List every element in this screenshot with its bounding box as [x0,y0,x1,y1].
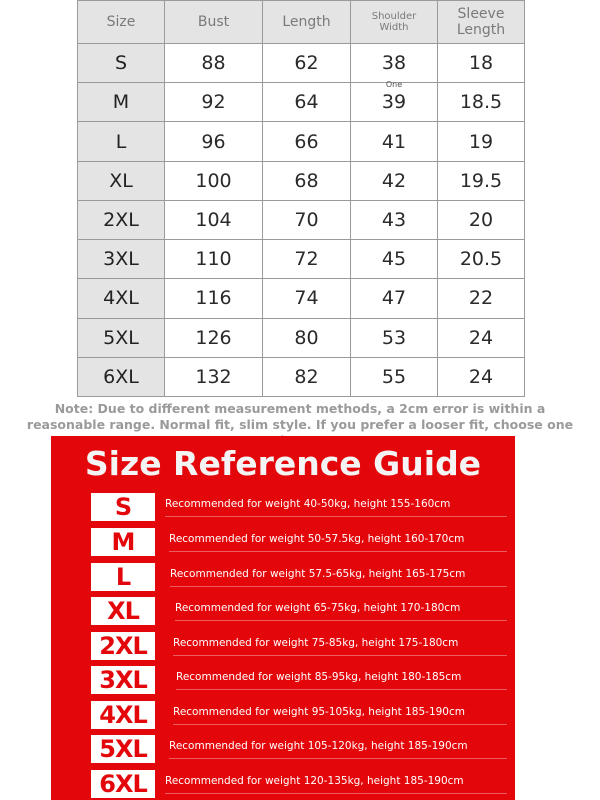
sleeve-cell [438,200,525,239]
bust-cell-value: 92 [201,91,226,114]
length-cell [263,200,351,239]
guide-row [91,528,515,558]
header-shoulder-width [351,1,438,44]
table-row [78,318,525,357]
guide-title: Size Reference Guide [84,444,482,483]
shoulder-cell [351,240,438,279]
size-cell [78,357,165,396]
sleeve-cell-value: 24 [468,365,494,388]
sleeve-cell [438,357,525,396]
table-row [78,240,525,279]
guide-size-label: XL [91,597,155,625]
guide-recommendation-text: Recommended for weight 50-57.5kg, height 160-170cm [169,533,465,545]
table-row [78,279,525,318]
bust-cell [165,44,263,83]
size-cell-value: XL [109,169,133,192]
guide-row-divider [165,516,507,517]
shoulder-cell [351,80,438,122]
guide-size-label: 6XL [91,770,155,798]
table-row [78,44,525,83]
guide-row [91,735,515,765]
guide-size-label: 4XL [91,701,155,729]
length-cell-value: 82 [294,365,319,388]
guide-recommendation-text: Recommended for weight 65-75kg, height 170-180cm [175,602,461,614]
shoulder-cell [351,44,438,83]
guide-size-label: M [91,528,155,556]
size-cell [78,161,165,200]
table-row [78,161,525,200]
header-shoulder-width-label: Shoulder Width [371,11,417,33]
sleeve-cell-value: 22 [468,287,494,310]
shoulder-cell [351,122,438,161]
guide-row-divider [165,793,507,794]
size-cell-value: 6XL [103,365,139,388]
shoulder-cell-value: 45 [381,248,407,271]
bust-cell-value: 110 [195,248,232,271]
length-cell-value: 66 [294,130,319,153]
guide-size-label: 5XL [91,735,155,763]
guide-row-divider [175,620,507,621]
guide-row [91,597,515,627]
sleeve-cell-value: 18.5 [459,91,503,114]
sleeve-cell [438,161,525,200]
bust-cell [165,240,263,279]
guide-size-label: S [91,493,155,521]
size-cell [78,122,165,161]
size-cell [78,200,165,239]
sleeve-cell-value: 20.5 [459,248,503,271]
length-cell-value: 80 [294,326,319,349]
guide-size-label: L [91,563,155,591]
size-cell-value: 4XL [103,287,139,310]
guide-recommendation-text: Recommended for weight 85-95kg, height 180-185cm [176,671,462,683]
guide-row-divider [173,655,507,656]
length-cell-value: 72 [294,248,319,271]
sleeve-cell [438,279,525,318]
length-cell-value: 74 [294,287,319,310]
sleeve-cell [438,44,525,83]
sleeve-cell [438,122,525,161]
size-cell [78,83,165,122]
size-cell [78,240,165,279]
length-cell [263,318,351,357]
bust-cell [165,200,263,239]
size-cell [78,44,165,83]
bust-cell [165,318,263,357]
bust-cell-value: 88 [201,52,226,75]
sleeve-cell-value: 20 [468,208,494,231]
guide-row-divider [169,758,507,759]
bust-cell-value: 96 [201,130,226,153]
size-reference-guide [51,436,515,800]
shoulder-cell-value: 47 [381,287,407,310]
length-cell-value: 70 [294,208,319,231]
length-cell [263,44,351,83]
shoulder-cell-value: 42 [381,169,407,192]
size-cell-value: 5XL [103,326,139,349]
size-cell-value: M [112,91,130,114]
header-sleeve-length-label: Sleeve Length [456,6,506,38]
guide-row-divider [173,724,507,725]
bust-cell [165,279,263,318]
guide-size-label: 2XL [91,632,155,660]
sleeve-cell [438,240,525,279]
shoulder-cell [351,357,438,396]
stray-text: One [385,80,403,90]
shoulder-cell [351,200,438,239]
guide-row [91,563,515,593]
length-cell-value: 64 [294,91,319,114]
size-cell-value: 3XL [103,248,139,271]
guide-recommendation-text: Recommended for weight 95-105kg, height 185-190cm [173,706,465,718]
length-cell [263,122,351,161]
shoulder-cell-value: 39 [381,91,407,114]
sleeve-cell [438,318,525,357]
table-row [78,357,525,396]
guide-recommendation-text: Recommended for weight 57.5-65kg, height 165-175cm [170,568,466,580]
guide-row [91,666,515,696]
sleeve-cell-value: 18 [468,52,494,75]
shoulder-cell-value: 55 [381,365,407,388]
length-cell [263,279,351,318]
header-sleeve-length [438,1,525,44]
sleeve-cell-value: 19 [468,130,494,153]
bust-cell-value: 116 [195,287,232,310]
length-cell-value: 62 [294,52,319,75]
guide-row-divider [170,586,507,587]
measurement-note: Note: Due to different measurement methods, a 2cm error is within a reasonable range. Normal fit, slim style. If you prefer a looser fit, choose one [26,401,574,432]
length-cell [263,357,351,396]
bust-cell-value: 132 [195,365,232,388]
sleeve-cell-value: 24 [468,326,494,349]
length-cell [263,83,351,122]
header-bust: Bust [165,1,263,44]
length-cell-value: 68 [294,169,319,192]
guide-recommendation-text: Recommended for weight 105-120kg, height 185-190cm [169,740,468,752]
sleeve-cell [438,83,525,122]
size-chart-table [77,0,525,397]
shoulder-cell-value: 41 [381,130,407,153]
length-cell [263,240,351,279]
bust-cell-value: 126 [195,326,232,349]
table-header-row [78,1,525,44]
shoulder-cell [351,161,438,200]
shoulder-cell-value: 38 [381,52,407,75]
guide-size-label: 3XL [91,666,155,694]
bust-cell [165,122,263,161]
bust-cell-value: 100 [195,169,232,192]
guide-recommendation-text: Recommended for weight 75-85kg, height 175-180cm [173,637,459,649]
guide-row [91,493,515,523]
guide-row-divider [169,551,507,552]
guide-row-divider [176,689,507,690]
shoulder-cell [351,279,438,318]
bust-cell-value: 104 [195,208,232,231]
guide-row [91,632,515,662]
shoulder-cell-value: 43 [381,208,407,231]
guide-recommendation-text: Recommended for weight 120-135kg, height 185-190cm [165,775,464,787]
bust-cell [165,83,263,122]
size-cell-value: 2XL [103,208,139,231]
guide-row [91,701,515,731]
shoulder-cell-value: 53 [381,326,407,349]
size-cell-value: L [115,130,127,153]
size-cell [78,318,165,357]
size-cell-value: S [114,52,128,75]
table-row [78,122,525,161]
header-length: Length [263,1,351,44]
guide-recommendation-text: Recommended for weight 40-50kg, height 155-160cm [165,498,451,510]
shoulder-cell [351,318,438,357]
bust-cell [165,357,263,396]
table-row [78,83,525,122]
length-cell [263,161,351,200]
size-cell [78,279,165,318]
table-row [78,200,525,239]
guide-row [91,770,515,800]
sleeve-cell-value: 19.5 [459,169,503,192]
bust-cell [165,161,263,200]
header-size: Size [78,1,165,44]
